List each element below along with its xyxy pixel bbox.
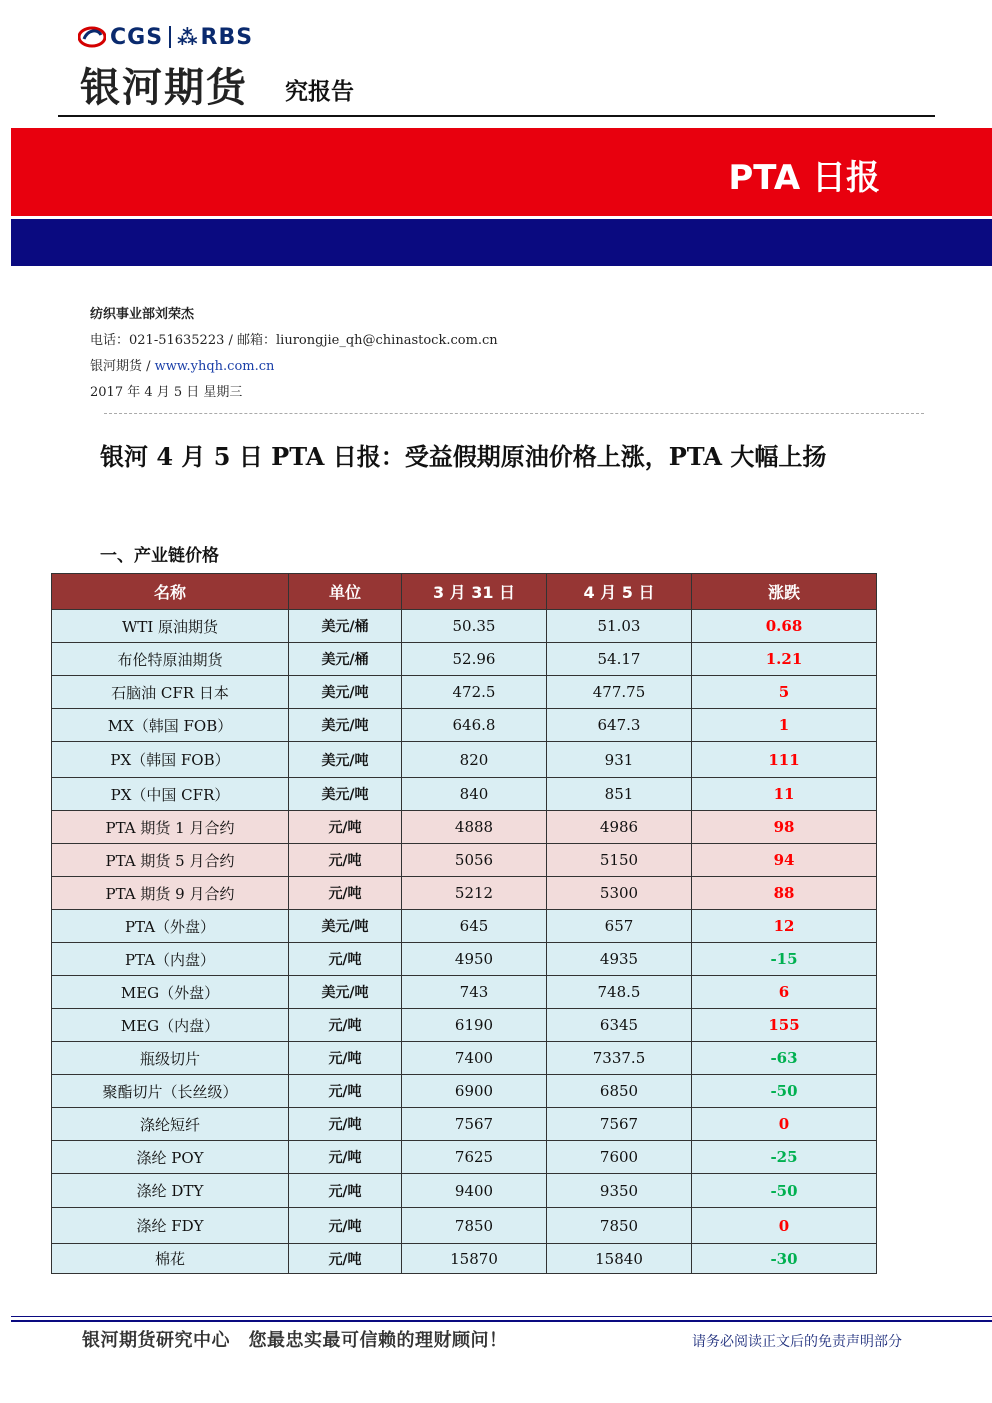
cell-name: 涤纶 POY (52, 1141, 289, 1174)
cell-change: 0 (692, 1108, 877, 1141)
cell-unit: 美元/桶 (289, 610, 402, 643)
cgs-swirl-icon (78, 25, 106, 49)
logo-rbs-text: RBS (200, 24, 254, 50)
cell-date1: 4888 (402, 811, 547, 844)
accent-band (11, 219, 992, 266)
cell-change: -15 (692, 943, 877, 976)
cell-date2: 657 (547, 910, 692, 943)
header-change: 涨跌 (692, 574, 877, 610)
cell-unit: 元/吨 (289, 1042, 402, 1075)
footer-rule-thin (11, 1316, 992, 1317)
header-divider (58, 115, 935, 117)
table-row (52, 742, 877, 778)
cell-name: MEG（内盘） (52, 1009, 289, 1042)
table-row (52, 1042, 877, 1075)
cell-date2: 4986 (547, 811, 692, 844)
cell-change: -63 (692, 1042, 877, 1075)
cell-date2: 54.17 (547, 643, 692, 676)
cell-date2: 6850 (547, 1075, 692, 1108)
table-row (52, 811, 877, 844)
author-block (90, 302, 498, 406)
cell-date1: 5056 (402, 844, 547, 877)
cell-name: PTA 期货 9 月合约 (52, 877, 289, 910)
cell-date2: 4935 (547, 943, 692, 976)
cell-name: PX（韩国 FOB） (52, 742, 289, 778)
cell-name: 棉花 (52, 1244, 289, 1274)
cell-change: 94 (692, 844, 877, 877)
site-link[interactable]: www.yhqh.com.cn (154, 359, 275, 374)
cell-name: PTA（内盘） (52, 943, 289, 976)
cell-name: WTI 原油期货 (52, 610, 289, 643)
cell-unit: 元/吨 (289, 877, 402, 910)
cell-change: 1.21 (692, 643, 877, 676)
cell-name: 聚酯切片（长丝级） (52, 1075, 289, 1108)
cell-name: PTA 期货 1 月合约 (52, 811, 289, 844)
section-title: 一、产业链价格 (100, 546, 219, 566)
cell-unit: 元/吨 (289, 1244, 402, 1274)
report-type-title: PTA 日报 (728, 158, 880, 198)
table-row (52, 709, 877, 742)
cell-change: 98 (692, 811, 877, 844)
cell-name: 石脑油 CFR 日本 (52, 676, 289, 709)
table-row (52, 910, 877, 943)
cell-change: 12 (692, 910, 877, 943)
cell-date1: 7567 (402, 1108, 547, 1141)
cell-date2: 7567 (547, 1108, 692, 1141)
cell-unit: 元/吨 (289, 1174, 402, 1208)
cell-date2: 7600 (547, 1141, 692, 1174)
cell-change: -50 (692, 1174, 877, 1208)
table-row (52, 1075, 877, 1108)
cell-date1: 7625 (402, 1141, 547, 1174)
table-row (52, 1244, 877, 1274)
cell-date2: 851 (547, 778, 692, 811)
cell-change: 155 (692, 1009, 877, 1042)
cell-name: PTA（外盘） (52, 910, 289, 943)
cell-unit: 元/吨 (289, 1108, 402, 1141)
table-row (52, 1208, 877, 1244)
cell-unit: 元/吨 (289, 943, 402, 976)
footer-disclaimer: 请务必阅读正文后的免责声明部分 (692, 1334, 902, 1350)
report-headline: 银河 4 月 5 日 PTA 日报：受益假期原油价格上涨，PTA 大幅上扬 (100, 442, 827, 471)
header-date2: 4 月 5 日 (547, 574, 692, 610)
cell-date2: 5300 (547, 877, 692, 910)
cell-date2: 7337.5 (547, 1042, 692, 1075)
cell-unit: 美元/吨 (289, 709, 402, 742)
table-row (52, 643, 877, 676)
logo-cgs-text: CGS (110, 24, 164, 50)
cell-unit: 元/吨 (289, 1141, 402, 1174)
cell-date2: 7850 (547, 1208, 692, 1244)
cell-name: MX（韩国 FOB） (52, 709, 289, 742)
header-date1: 3 月 31 日 (402, 574, 547, 610)
cell-date1: 472.5 (402, 676, 547, 709)
table-row (52, 976, 877, 1009)
cell-unit: 元/吨 (289, 1075, 402, 1108)
cell-date1: 820 (402, 742, 547, 778)
cell-change: 11 (692, 778, 877, 811)
table-row (52, 610, 877, 643)
table-row (52, 943, 877, 976)
cell-date1: 7850 (402, 1208, 547, 1244)
cell-name: 涤纶短纤 (52, 1108, 289, 1141)
cell-name: PTA 期货 5 月合约 (52, 844, 289, 877)
cell-name: 涤纶 DTY (52, 1174, 289, 1208)
cell-date1: 645 (402, 910, 547, 943)
cell-date2: 51.03 (547, 610, 692, 643)
site-prefix: 银河期货 / (90, 359, 155, 374)
cell-name: 布伦特原油期货 (52, 643, 289, 676)
cell-name: 涤纶 FDY (52, 1208, 289, 1244)
report-date: 2017 年 4 月 5 日 星期三 (90, 385, 243, 400)
cell-unit: 美元/桶 (289, 643, 402, 676)
cell-date1: 50.35 (402, 610, 547, 643)
company-site (90, 354, 498, 380)
cell-date2: 15840 (547, 1244, 692, 1274)
rbs-daisy-icon: ⁂ (177, 25, 198, 49)
cell-change: -25 (692, 1141, 877, 1174)
cell-date2: 931 (547, 742, 692, 778)
cell-change: 88 (692, 877, 877, 910)
cell-date2: 6345 (547, 1009, 692, 1042)
author-contact: 电话：021-51635223 / 邮箱：liurongjie_qh@chinastock.com.cn (90, 333, 498, 348)
header-name: 名称 (52, 574, 289, 610)
cell-date1: 9400 (402, 1174, 547, 1208)
cell-date1: 5212 (402, 877, 547, 910)
cell-unit: 美元/吨 (289, 910, 402, 943)
table-row (52, 844, 877, 877)
cell-unit: 美元/吨 (289, 676, 402, 709)
cell-date1: 840 (402, 778, 547, 811)
table-row (52, 877, 877, 910)
cell-unit: 美元/吨 (289, 778, 402, 811)
footer-rule-thick (11, 1320, 992, 1322)
table-row (52, 676, 877, 709)
cell-date1: 7400 (402, 1042, 547, 1075)
dashed-divider (104, 413, 924, 414)
cell-date1: 743 (402, 976, 547, 1009)
cell-change: 1 (692, 709, 877, 742)
table-row (52, 778, 877, 811)
author-dept: 纺织事业部刘荣杰 (90, 307, 195, 322)
price-table (51, 573, 877, 1274)
cell-date1: 646.8 (402, 709, 547, 742)
company-logo (78, 22, 253, 52)
cell-date2: 748.5 (547, 976, 692, 1009)
table-header-row (52, 574, 877, 610)
cell-date2: 477.75 (547, 676, 692, 709)
table-row (52, 1108, 877, 1141)
logo-divider (169, 26, 171, 48)
cell-date1: 6190 (402, 1009, 547, 1042)
cell-date2: 9350 (547, 1174, 692, 1208)
report-label: 究报告 (285, 79, 354, 105)
table-row (52, 1174, 877, 1208)
cell-change: 0.68 (692, 610, 877, 643)
cell-date1: 4950 (402, 943, 547, 976)
cell-name: 瓶级切片 (52, 1042, 289, 1075)
cell-unit: 元/吨 (289, 1009, 402, 1042)
cell-name: MEG（外盘） (52, 976, 289, 1009)
cell-unit: 美元/吨 (289, 742, 402, 778)
table-row (52, 1009, 877, 1042)
cell-unit: 美元/吨 (289, 976, 402, 1009)
cell-change: 0 (692, 1208, 877, 1244)
cell-change: -30 (692, 1244, 877, 1274)
brand-name: 银河期货 (80, 65, 248, 111)
cell-date2: 647.3 (547, 709, 692, 742)
cell-date1: 15870 (402, 1244, 547, 1274)
cell-unit: 元/吨 (289, 844, 402, 877)
cell-change: -50 (692, 1075, 877, 1108)
table-body (52, 610, 877, 1274)
cell-name: PX（中国 CFR） (52, 778, 289, 811)
cell-change: 5 (692, 676, 877, 709)
cell-change: 6 (692, 976, 877, 1009)
cell-date2: 5150 (547, 844, 692, 877)
cell-unit: 元/吨 (289, 811, 402, 844)
cell-date1: 6900 (402, 1075, 547, 1108)
header-unit: 单位 (289, 574, 402, 610)
cell-unit: 元/吨 (289, 1208, 402, 1244)
footer-slogan: 银河期货研究中心 您最忠实最可信赖的理财顾问！ (82, 1330, 508, 1351)
cell-change: 111 (692, 742, 877, 778)
cell-date1: 52.96 (402, 643, 547, 676)
table-row (52, 1141, 877, 1174)
